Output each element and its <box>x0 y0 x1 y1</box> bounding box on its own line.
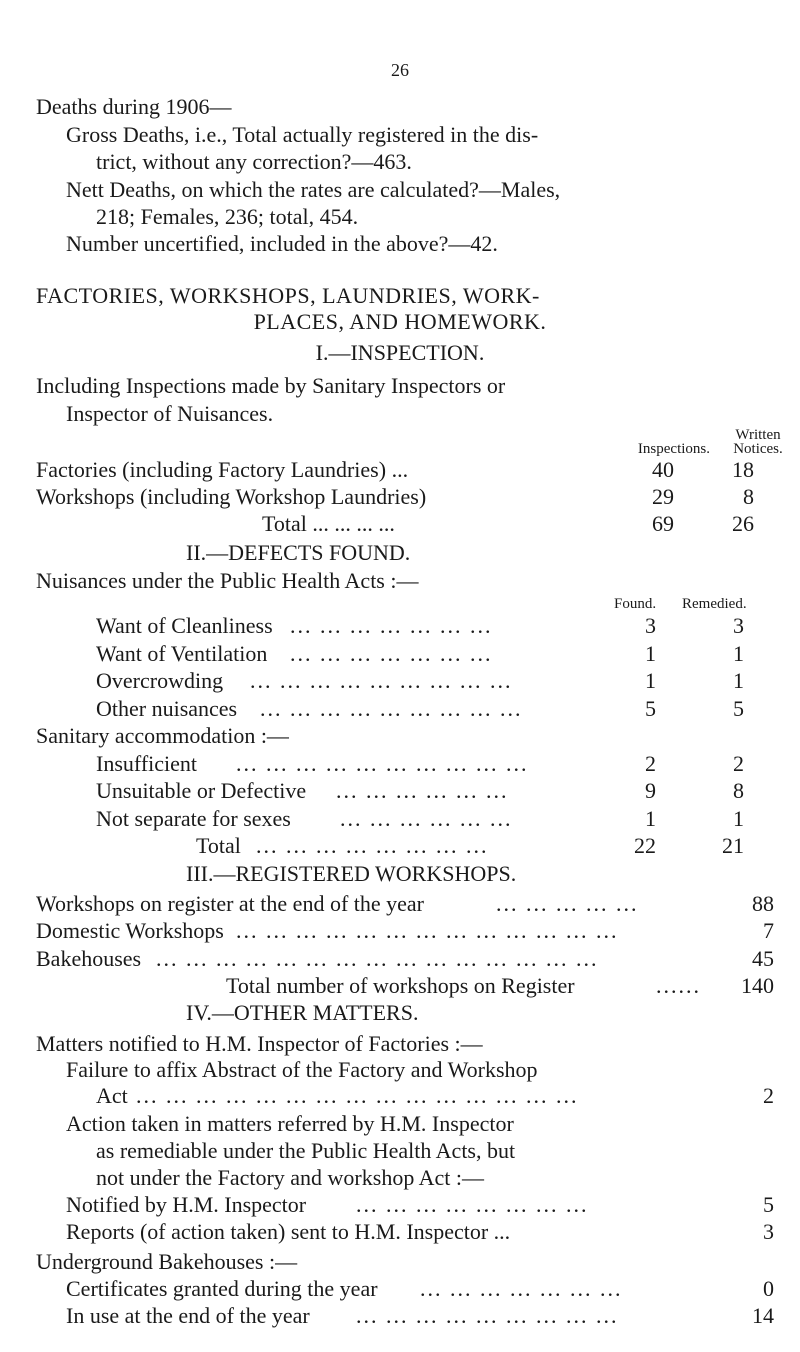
dot-leader: ... ... ... ... ... <box>496 893 639 915</box>
certificates-value: 0 <box>763 1276 774 1301</box>
inspection-row-label: Factories (including Factory Laundries) ... <box>36 457 409 482</box>
sanitary-remedied: 8 <box>733 778 744 803</box>
action-line3: not under the Factory and workshop Act :— <box>96 1165 484 1190</box>
col-notices: Notices. <box>733 441 783 457</box>
nett-deaths-line1: Nett Deaths, on which the rates are calculated?—Males, <box>66 177 561 202</box>
deaths-heading: Deaths during 1906— <box>36 94 232 119</box>
sanitary-found: 1 <box>645 806 656 831</box>
page-number: 26 <box>391 60 409 80</box>
gross-deaths-line1: Gross Deaths, i.e., Total actually registered in the dis- <box>66 122 539 147</box>
action-line1: Action taken in matters referred by H.M. Inspector <box>66 1111 514 1136</box>
main-heading-line1: FACTORIES, WORKSHOPS, LAUNDRIES, WORK- <box>36 283 540 308</box>
workshops-row-label: Domestic Workshops <box>36 918 224 943</box>
sanitary-found: 2 <box>645 751 656 776</box>
nuisance-remedied: 5 <box>733 696 744 721</box>
workshops-row-label: Bakehouses <box>36 946 142 971</box>
nuisance-label: Want of Cleanliness <box>96 613 273 638</box>
inspection-total-notices: 26 <box>732 511 754 536</box>
inspection-row-notices: 8 <box>743 484 754 509</box>
dot-leader: ... ... ... ... ... ... ... ... ... <box>250 670 513 692</box>
inspection-total-label: Total ... ... ... ... <box>262 511 395 536</box>
inspection-row-notices: 18 <box>732 457 754 482</box>
sanitary-heading: Sanitary accommodation :— <box>36 723 289 748</box>
section2-heading: II.—DEFECTS FOUND. <box>186 540 411 565</box>
col-written: Written <box>735 427 781 443</box>
nett-deaths-line2: 218; Females, 236; total, 454. <box>96 204 359 229</box>
dot-leader: ... ... ... ... ... ... ... ... ... ... <box>236 753 529 775</box>
dot-leader: ... ... ... ... ... ... <box>336 780 509 802</box>
nuisance-remedied: 1 <box>733 641 744 666</box>
inspection-total-inspections: 69 <box>652 511 674 536</box>
failure-line2: Act <box>96 1083 128 1108</box>
section4-heading: IV.—OTHER MATTERS. <box>186 1000 419 1025</box>
sanitary-label: Unsuitable or Defective <box>96 778 307 803</box>
notified-value: 5 <box>763 1192 774 1217</box>
sanitary-label: Insufficient <box>96 751 198 776</box>
workshops-row-value: 45 <box>752 946 774 971</box>
certificates-label: Certificates granted during the year <box>66 1276 378 1301</box>
inspection-row-inspections: 40 <box>652 457 674 482</box>
section1-heading: I.—INSPECTION. <box>315 340 485 365</box>
dot-leader: ... ... ... ... ... ... ... ... ... <box>260 698 523 720</box>
nuisance-label: Other nuisances <box>96 696 238 721</box>
sanitary-remedied: 2 <box>733 751 744 776</box>
nuisance-found: 5 <box>645 696 656 721</box>
nuisances-heading: Nuisances under the Public Health Acts :— <box>36 568 419 593</box>
nuisance-remedied: 3 <box>733 613 744 638</box>
workshops-row-value: 88 <box>752 891 774 916</box>
dot-leader: ... ... ... ... ... ... ... <box>290 643 493 665</box>
workshops-total-label: Total number of workshops on Register <box>226 973 575 998</box>
dot-leader: ... ... ... ... ... ... ... <box>420 1278 623 1300</box>
inspection-row-inspections: 29 <box>652 484 674 509</box>
workshops-row-label: Workshops on register at the end of the year <box>36 891 424 916</box>
underground-heading: Underground Bakehouses :— <box>36 1249 298 1274</box>
sanitary-found: 9 <box>645 778 656 803</box>
nuisance-found: 1 <box>645 641 656 666</box>
section3-heading: III.—REGISTERED WORKSHOPS. <box>186 861 517 886</box>
col-remedied: Remedied. <box>682 596 747 612</box>
dot-leader: ... ... ... ... ... ... ... ... ... ... ... ... ... ... ... <box>136 1085 579 1107</box>
dot-leader: ... ... ... ... ... ... ... ... <box>256 835 489 857</box>
inspection-row-label: Workshops (including Workshop Laundries) <box>36 484 427 509</box>
defects-total-remedied: 21 <box>722 833 744 858</box>
col-found: Found. <box>614 596 657 612</box>
workshops-total-value: 140 <box>741 973 774 998</box>
dot-leader: ...... <box>656 975 701 997</box>
section1-intro-line2: Inspector of Nuisances. <box>66 401 274 426</box>
workshops-row-value: 7 <box>763 918 774 943</box>
sanitary-remedied: 1 <box>733 806 744 831</box>
dot-leader: ... ... ... ... ... ... <box>340 808 513 830</box>
reports-value: 3 <box>763 1219 774 1244</box>
uncertified-deaths: Number uncertified, included in the above?—42. <box>66 231 498 256</box>
dot-leader: ... ... ... ... ... ... ... <box>290 615 493 637</box>
nuisance-found: 3 <box>645 613 656 638</box>
col-inspections: Inspections. <box>637 441 710 457</box>
dot-leader: ... ... ... ... ... ... ... ... <box>356 1194 589 1216</box>
failure-line1: Failure to affix Abstract of the Factory and Workshop <box>66 1057 538 1082</box>
matters-heading: Matters notified to H.M. Inspector of Factories :— <box>36 1031 483 1056</box>
dot-leader: ... ... ... ... ... ... ... ... ... <box>356 1305 619 1327</box>
in-use-value: 14 <box>752 1303 774 1328</box>
failure-value: 2 <box>763 1083 774 1108</box>
notified-label: Notified by H.M. Inspector <box>66 1192 307 1217</box>
dot-leader: ... ... ... ... ... ... ... ... ... ... ... ... ... ... ... <box>156 948 599 970</box>
nuisance-label: Want of Ventilation <box>96 641 268 666</box>
sanitary-label: Not separate for sexes <box>96 806 291 831</box>
defects-total-found: 22 <box>634 833 656 858</box>
reports-label: Reports (of action taken) sent to H.M. Inspector ... <box>66 1219 511 1244</box>
dot-leader: ... ... ... ... ... ... ... ... ... ... ... ... ... <box>236 920 619 942</box>
section1-intro-line1: Including Inspections made by Sanitary Inspectors or <box>36 373 506 398</box>
in-use-label: In use at the end of the year <box>66 1303 310 1328</box>
main-heading-line2: PLACES, AND HOMEWORK. <box>253 309 547 334</box>
gross-deaths-line2: trict, without any correction?—463. <box>96 149 412 174</box>
nuisance-remedied: 1 <box>733 668 744 693</box>
action-line2: as remediable under the Public Health Acts, but <box>96 1138 516 1163</box>
nuisance-label: Overcrowding <box>96 668 224 693</box>
nuisance-found: 1 <box>645 668 656 693</box>
defects-total-label: Total <box>196 833 241 858</box>
